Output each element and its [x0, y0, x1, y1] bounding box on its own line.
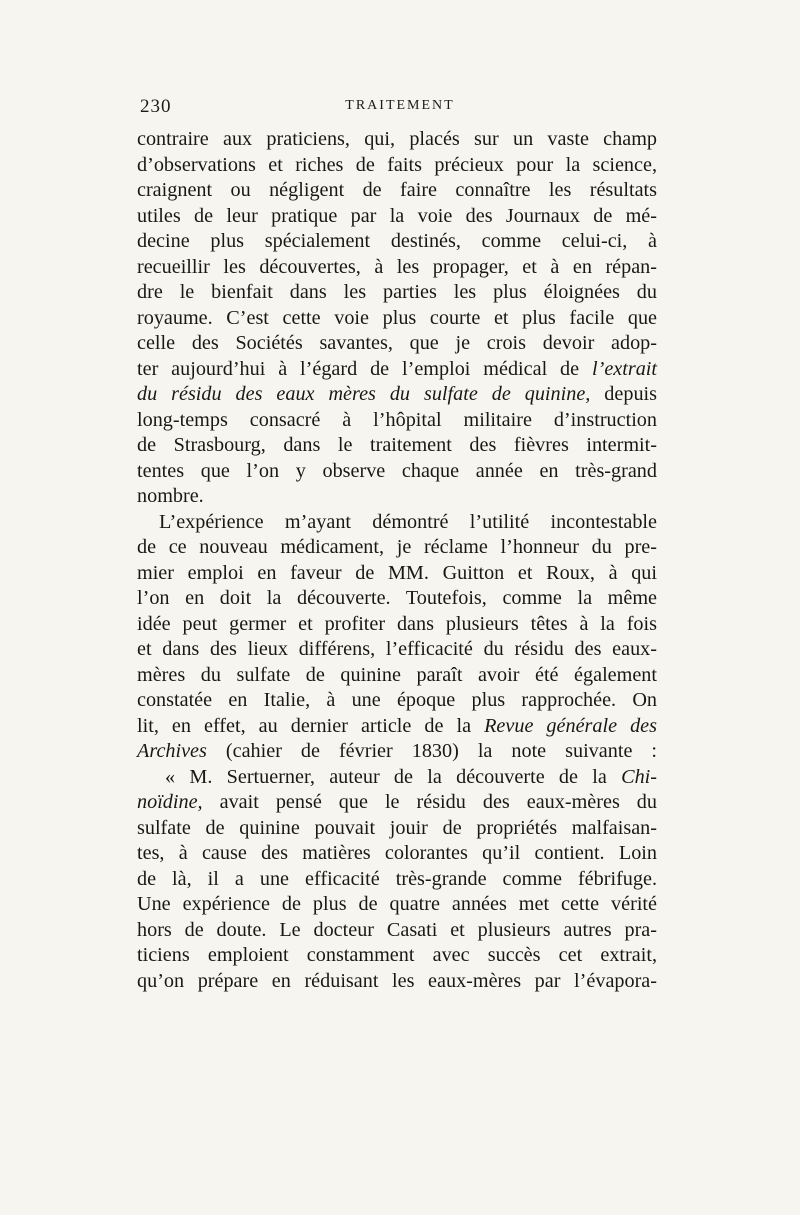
text-line	[137, 765, 657, 791]
page-number: 230	[140, 96, 172, 117]
text-line: qu’on prépare en réduisant les eaux-mères par l’évapora-	[137, 969, 657, 992]
text-line: l’on en doit la découverte. Toutefois, comme la même	[137, 587, 657, 609]
text-line: craignent ou négligent de faire connaître les résultats	[137, 179, 657, 201]
text-line: ticiens emploient constamment avec succès cet extrait,	[137, 944, 657, 966]
text-line: de là, il a une efficacité très-grande comme fébrifuge.	[137, 867, 657, 890]
text-line: hors de doute. Le docteur Casati et plusieurs autres pra-	[137, 918, 657, 941]
body-text	[137, 127, 657, 994]
text-line: de ce nouveau médicament, je réclame l’honneur du pre-	[137, 536, 657, 558]
text-run: « M. Sertuerner, auteur de la découverte de la	[165, 765, 607, 788]
text-line: sulfate de quinine pouvait jouir de propriétés malfaisan-	[137, 816, 657, 839]
text-line: constatée en Italie, à une époque plus rapprochée. On	[137, 689, 657, 711]
text-line: celle des Sociétés savantes, que je crois devoir adop-	[137, 332, 657, 354]
text-run: depuis	[604, 383, 658, 405]
text-line: utiles de leur pratique par la voie des Journaux de mé-	[137, 204, 657, 227]
italic-run: Chi-	[621, 765, 657, 788]
italic-run: noïdine,	[137, 791, 203, 813]
text-line	[137, 790, 657, 816]
text-line: de Strasbourg, dans le traitement des fièvres intermit-	[137, 434, 657, 456]
text-line: recueillir les découvertes, à les propager, et à en répan-	[137, 255, 657, 278]
text-run: lit, en effet, au dernier article de la	[137, 714, 472, 737]
text-line: royaume. C’est cette voie plus courte et plus facile que	[137, 306, 657, 329]
text-line: d’observations et riches de faits précieux pour la science,	[137, 153, 657, 176]
text-line: tes, à cause des matières colorantes qu’il contient. Loin	[137, 842, 657, 864]
text-line: mères du sulfate de quinine paraît avoir été également	[137, 663, 657, 686]
text-run: avait pensé que le résidu des eaux-mères du	[219, 791, 657, 813]
text-line: et dans des lieux différens, l’efficacité du résidu des eaux-	[137, 638, 657, 660]
page-header	[140, 96, 660, 122]
text-line: decine plus spécialement destinés, comme celui-ci, à	[137, 230, 657, 252]
text-line: mier emploi en faveur de MM. Guitton et Roux, à qui	[137, 561, 657, 584]
text-line: Une expérience de plus de quatre années met cette vérité	[137, 893, 657, 915]
running-title: TRAITEMENT	[345, 98, 455, 113]
italic-run: l’extrait	[591, 357, 658, 380]
text-line	[137, 739, 657, 765]
text-line: dre le bienfait dans les parties les plus éloignées du	[137, 281, 657, 303]
italic-run: Archives	[137, 740, 207, 762]
text-line: idée peut germer et profiter dans plusieurs têtes à la fois	[137, 612, 657, 635]
text-line	[137, 357, 657, 383]
text-run: ter aujourd’hui à l’égard de l’emploi médical de	[137, 357, 580, 380]
text-line: L’expérience m’ayant démontré l’utilité incontestable	[159, 510, 657, 533]
text-line: tentes que l’on y observe chaque année en très-grand	[137, 459, 657, 482]
text-run: (cahier de février 1830) la note suivante :	[225, 740, 658, 762]
text-line: long-temps consacré à l’hôpital militaire d’instruction	[137, 408, 657, 431]
italic-run: Revue générale des	[484, 714, 657, 737]
text-line	[137, 382, 657, 408]
text-line: nombre.	[137, 485, 204, 507]
italic-run: du résidu des eaux mères du sulfate de quinine,	[137, 383, 591, 405]
text-line: contraire aux praticiens, qui, placés sur un vaste champ	[137, 128, 657, 150]
text-line	[137, 714, 657, 740]
